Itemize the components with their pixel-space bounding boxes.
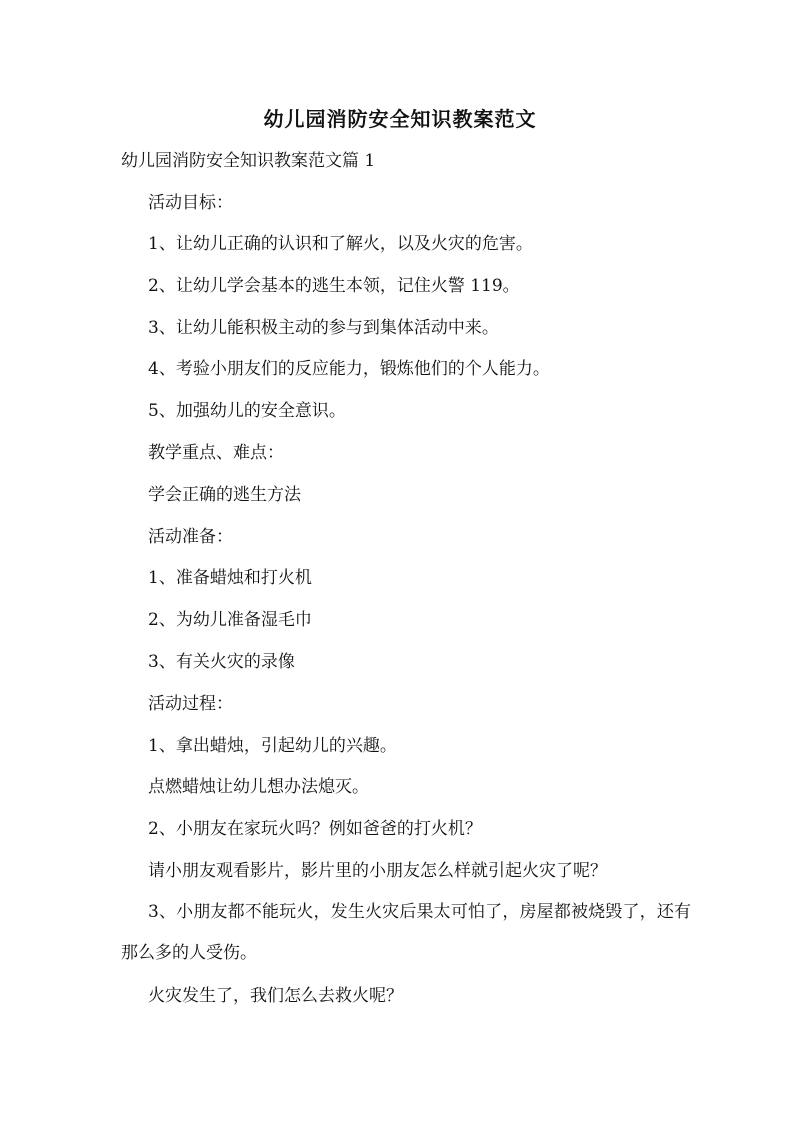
goal-item: 4、考验小朋友们的反应能力，锻炼他们的个人能力。 [148,359,550,379]
process-text: 点燃蜡烛让幼儿想办法熄灭。 [148,777,369,797]
process-text: 请小朋友观看影片，影片里的小朋友怎么样就引起火灾了呢？ [148,861,607,881]
goal-item: 5、加强幼儿的安全意识。 [148,401,346,421]
focus-text: 学会正确的逃生方法 [148,485,301,505]
preparation-item: 3、有关火灾的录像 [148,652,295,672]
goal-item: 3、让幼儿能积极主动的参与到集体活动中来。 [148,318,499,338]
document-subtitle: 幼儿园消防安全知识教案范文篇 1 [121,151,376,171]
section-heading-process: 活动过程： [148,694,233,714]
process-step: 1、拿出蜡烛，引起幼儿的兴趣。 [148,736,397,756]
section-heading-focus: 教学重点、难点： [148,443,284,463]
document-title: 幼儿园消防安全知识教案范文 [263,107,537,131]
preparation-item: 1、准备蜡烛和打火机 [148,568,312,588]
process-step: 2、小朋友在家玩火吗？例如爸爸的打火机？ [148,819,482,839]
preparation-item: 2、为幼儿准备湿毛巾 [148,610,312,630]
section-heading-preparation: 活动准备： [148,527,233,547]
process-paragraph: 3、小朋友都不能玩火，发生火灾后果太可怕了，房屋都被烧毁了，还有那么多的人受伤。 [121,902,691,963]
section-heading-goals: 活动目标： [148,193,233,213]
goal-item: 2、让幼儿学会基本的逃生本领，记住火警 119。 [148,276,520,296]
process-text: 火灾发生了，我们怎么去救火呢？ [148,986,403,1006]
goal-item: 1、让幼儿正确的认识和了解火，以及火灾的危害。 [148,234,533,254]
